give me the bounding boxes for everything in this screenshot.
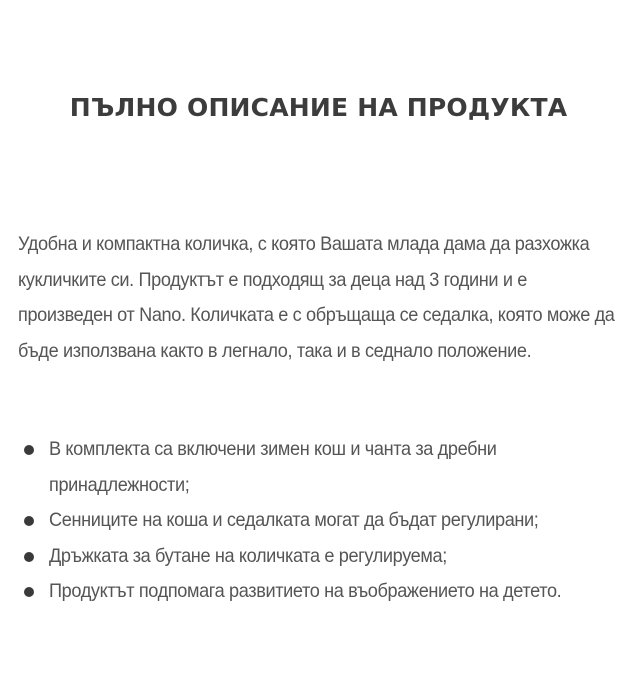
feature-item [0, 432, 637, 503]
section-title: ПЪЛНО ОПИСАНИЕ НА ПРОДУКТА [69, 93, 568, 122]
feature-item [0, 574, 637, 610]
feature-text: Сенниците на коша и седалката могат да бъдат регулирани; [49, 509, 539, 531]
feature-text: Дръжката за бутане на количката е регулируема; [49, 544, 447, 567]
bullet-dot-icon [24, 587, 34, 597]
feature-list [0, 432, 637, 610]
bullet-dot-icon [24, 516, 34, 526]
feature-item [0, 539, 637, 575]
feature-text: В комплекта са включени зимен кош и чанта за дребни принадлежности; [49, 438, 497, 496]
feature-item [0, 503, 637, 539]
feature-text: Продуктът подпомага развитието на въображението на детето. [49, 580, 562, 602]
product-description: Удобна и компактна количка, с която Вашата млада дама да разхожка кукличките си. Продуктът е подходящ за деца над 3 години и е произведен от Nano. Количката е с обръщаща се седалка, която може да бъде използвана както в легнало, така и в седнало положение. [18, 233, 615, 362]
bullet-dot-icon [24, 552, 34, 562]
bullet-dot-icon [24, 445, 34, 455]
